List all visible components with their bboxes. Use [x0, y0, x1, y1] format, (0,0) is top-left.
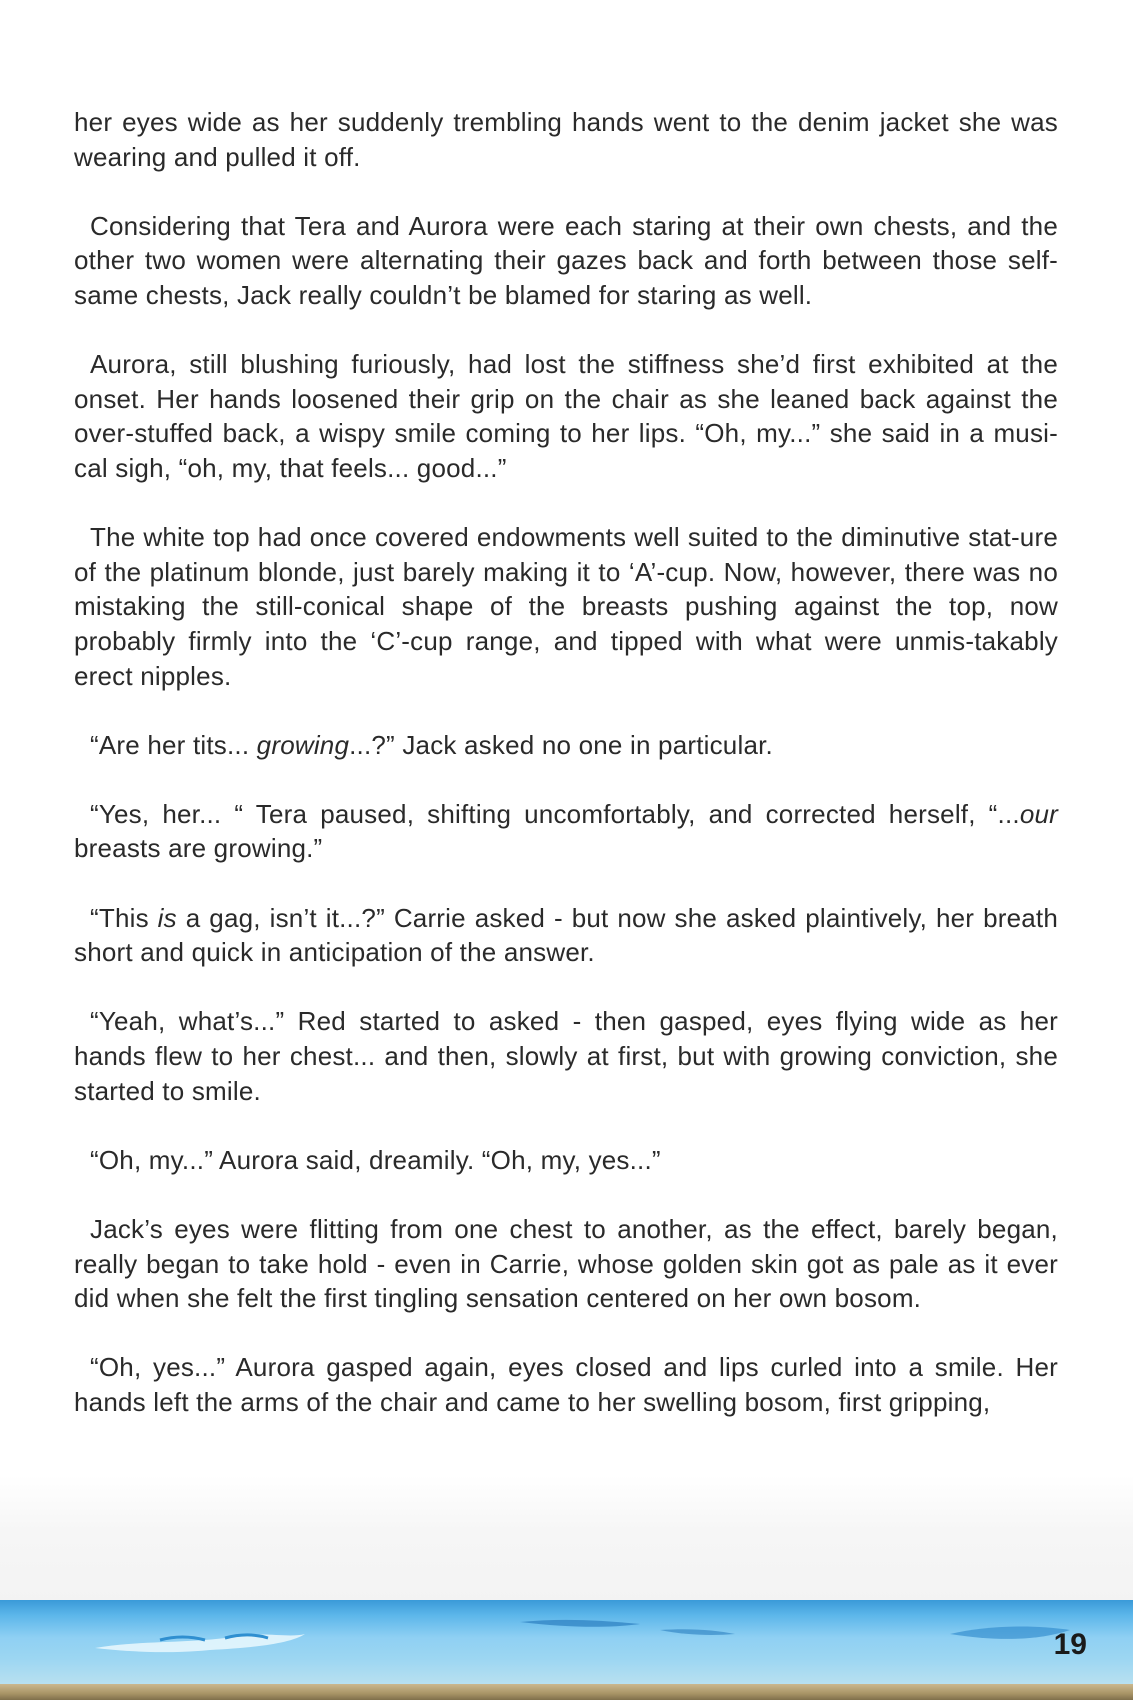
text-run: “Are her tits...: [90, 729, 257, 760]
text-run: breasts are growing.”: [74, 833, 323, 864]
italic-text: growing: [256, 729, 350, 760]
paragraph: [74, 797, 1058, 866]
wave-highlight-right: [950, 1627, 1070, 1639]
paragraph: [74, 1212, 1058, 1316]
sand-strip: [0, 1684, 1133, 1700]
text-run: Aurora, still blushing furiously, had lost the stiffness she’d first exhibited at the onset. Her hands loosened their grip on the chair as she leaned back against the over-stuffed back, a wispy smile coming to her lips. “Oh, my...” she said in a musi-cal sigh, “oh, my, that feels... good...”: [74, 349, 1058, 483]
paragraph: [74, 347, 1058, 485]
italic-text: our: [1019, 798, 1058, 829]
water-decoration: [0, 1600, 1133, 1684]
text-run: “Yes, her... “ Tera paused, shifting uncomfortably, and corrected herself, “...: [90, 798, 1020, 829]
paragraph: [74, 105, 1058, 174]
paragraph: [74, 901, 1058, 970]
paragraph: [74, 728, 1058, 763]
body-text: [74, 105, 1058, 1454]
text-run: “Oh, my...” Aurora said, dreamily. “Oh, my, yes...”: [90, 1144, 661, 1175]
text-run: The white top had once covered endowments well suited to the diminutive stat-ure of the platinum blonde, just barely making it to ‘A’-cup. Now, however, there was no mistaking the still-conical shape of the breasts pushing against the top, now probably firmly into the ‘C’-cup range, and tipped with what were unmis-takably erect nipples.: [74, 522, 1058, 691]
paragraph: [74, 1004, 1058, 1108]
wave-highlight-mid2: [660, 1629, 735, 1635]
text-run: “Oh, yes...” Aurora gasped again, eyes closed and lips curled into a smile. Her hands left the arms of the chair and came to her swelling bosom, first gripping,: [74, 1352, 1058, 1417]
paragraph: [74, 209, 1058, 313]
italic-text: is: [157, 902, 177, 933]
text-run: her eyes wide as her suddenly trembling hands went to the denim jacket she was wearing and pulled it off.: [74, 107, 1058, 172]
paragraph: [74, 520, 1058, 693]
wave-highlight-mid: [520, 1620, 640, 1627]
text-run: Considering that Tera and Aurora were each staring at their own chests, and the other two women were alternating their gazes back and forth between those self-same chests, Jack really couldn’t be blamed for staring as well.: [74, 210, 1058, 310]
text-run: Jack’s eyes were flitting from one chest to another, as the effect, barely began, really began to take hold - even in Carrie, whose golden skin got as pale as it ever did when she felt the first tingling sensation centered on her own bosom.: [74, 1214, 1058, 1314]
text-run: ...?” Jack asked no one in particular.: [349, 729, 773, 760]
wave-shadow-left: [160, 1637, 205, 1640]
page-number: 19: [1053, 1628, 1087, 1661]
paragraph: [74, 1350, 1058, 1419]
text-run: “Yeah, what’s...” Red started to asked - then gasped, eyes flying wide as her hands flew to her chest... and then, slowly at first, but with growing conviction, she started to smile.: [74, 1006, 1058, 1106]
paragraph: [74, 1143, 1058, 1178]
text-run: “This: [90, 902, 158, 933]
text-run: a gag, isn’t it...?” Carrie asked - but now she asked plaintively, her breath short and quick in anticipation of the answer.: [74, 902, 1058, 968]
wave-highlight-left: [95, 1634, 305, 1652]
